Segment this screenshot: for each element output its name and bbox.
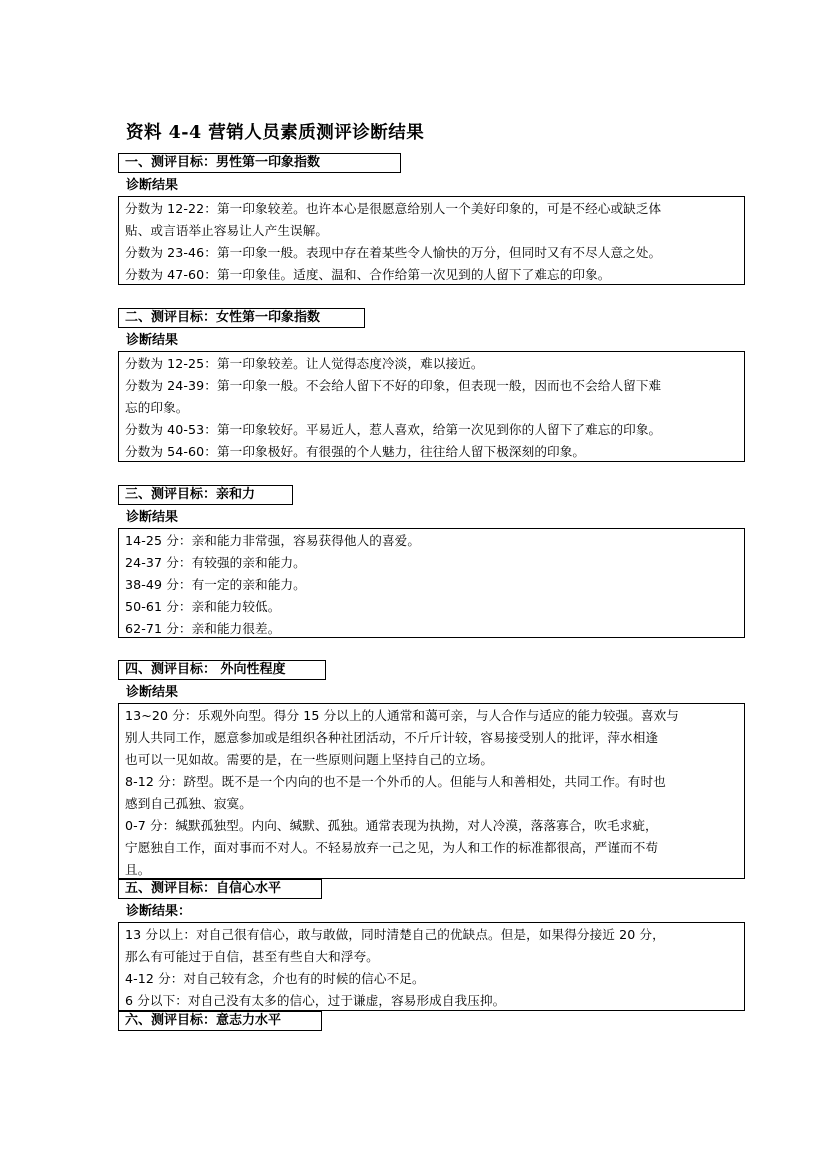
result-line: 0-7 分：缄默孤独型。内向、缄默、孤独。通常表现为执拗，对人冷漠，落落寡合，吹毛求疵， (125, 818, 658, 833)
result-line: 且。 (125, 862, 151, 877)
section-2-heading: 二、测评目标：女性第一印象指数 (118, 308, 365, 328)
section-4-result-box (118, 703, 745, 879)
result-line: 4-12 分：对自己较有念，介也有的时候的信心不足。 (125, 971, 425, 986)
result-line: 14-25 分：亲和能力非常强，容易获得他人的喜爱。 (125, 533, 421, 548)
result-line: 6 分以下：对自己没有太多的信心，过于谦虚，容易形成自我压抑。 (125, 993, 506, 1008)
result-line: 62-71 分：亲和能力很差。 (125, 621, 281, 636)
result-line: 分数为 12-22：第一印象较差。也许本心是很愿意给别人一个美好印象的，可是不经心或缺乏体 (125, 201, 662, 216)
result-line: 50-61 分：亲和能力较低。 (125, 599, 281, 614)
section-3-heading: 三、测评目标：亲和力 (118, 485, 293, 505)
section-3-result-box (118, 528, 745, 638)
section-1-result-box (118, 196, 745, 285)
section-1-heading: 一、测评目标：男性第一印象指数 (118, 153, 401, 173)
result-line: 宁愿独自工作，面对事而不对人。不轻易放弃一己之见，为人和工作的标准都很高，严谨而不苟 (125, 840, 659, 855)
result-line: 分数为 54-60：第一印象极好。有很强的个人魅力，往往给人留下极深刻的印象。 (125, 444, 586, 459)
section-5-result-label: 诊断结果： (126, 904, 192, 919)
section-5-heading: 五、测评目标：自信心水平 (118, 879, 322, 899)
result-line: 13~20 分：乐观外向型。得分 15 分以上的人通常和蔼可亲，与人合作与适应的能力较强。喜欢与 (125, 708, 679, 723)
section-2-result-label: 诊断结果 (126, 333, 179, 348)
section-5-result-box (118, 922, 745, 1011)
result-line: 38-49 分：有一定的亲和能力。 (125, 577, 306, 592)
result-line: 分数为 23-46：第一印象一般。表现中存在着某些令人愉快的万分，但同时又有不尽人意之处。 (125, 245, 662, 260)
result-line: 24-37 分：有较强的亲和能力。 (125, 555, 306, 570)
result-line: 别人共同工作，愿意参加或是组织各种社团活动，不斤斤计较，容易接受别人的批评，萍水相逢 (125, 730, 659, 745)
result-line: 分数为 24-39：第一印象一般。不会给人留下不好的印象，但表现一般，因而也不会给人留下难 (125, 378, 662, 393)
result-line: 那么有可能过于自信，甚至有些自大和浮夸。 (125, 949, 379, 964)
result-line: 13 分以上：对自己很有信心，敢与敢做，同时清楚自己的优缺点。但是，如果得分接近 20 分， (125, 927, 665, 942)
section-3-result-label: 诊断结果 (126, 510, 179, 525)
section-4-heading: 四、测评目标： 外向性程度 (118, 660, 326, 680)
result-line: 分数为 12-25：第一印象较差。让人觉得态度冷淡，难以接近。 (125, 356, 484, 371)
result-line: 分数为 40-53：第一印象较好。平易近人，惹人喜欢，给第一次见到你的人留下了难忘的印象。 (125, 422, 662, 437)
page-title: 资料 4-4 营销人员素质测评诊断结果 (126, 123, 425, 143)
result-line: 感到自己孤独、寂寞。 (125, 796, 252, 811)
section-6-heading: 六、测评目标：意志力水平 (118, 1011, 322, 1031)
result-line: 8-12 分：跻型。既不是一个内向的也不是一个外币的人。但能与人和善相处，共同工作。有时也 (125, 774, 666, 789)
section-1-result-label: 诊断结果 (126, 178, 179, 193)
result-line: 分数为 47-60：第一印象佳。适度、温和、合作给第一次见到的人留下了难忘的印象。 (125, 267, 611, 282)
section-4-result-label: 诊断结果 (126, 685, 179, 700)
result-line: 贴、或言语举止容易让人产生误解。 (125, 223, 329, 238)
result-line: 也可以一见如故。需要的是，在一些原则问题上坚持自己的立场。 (125, 752, 494, 767)
result-line: 忘的印象。 (125, 400, 189, 415)
section-2-result-box (118, 351, 745, 462)
